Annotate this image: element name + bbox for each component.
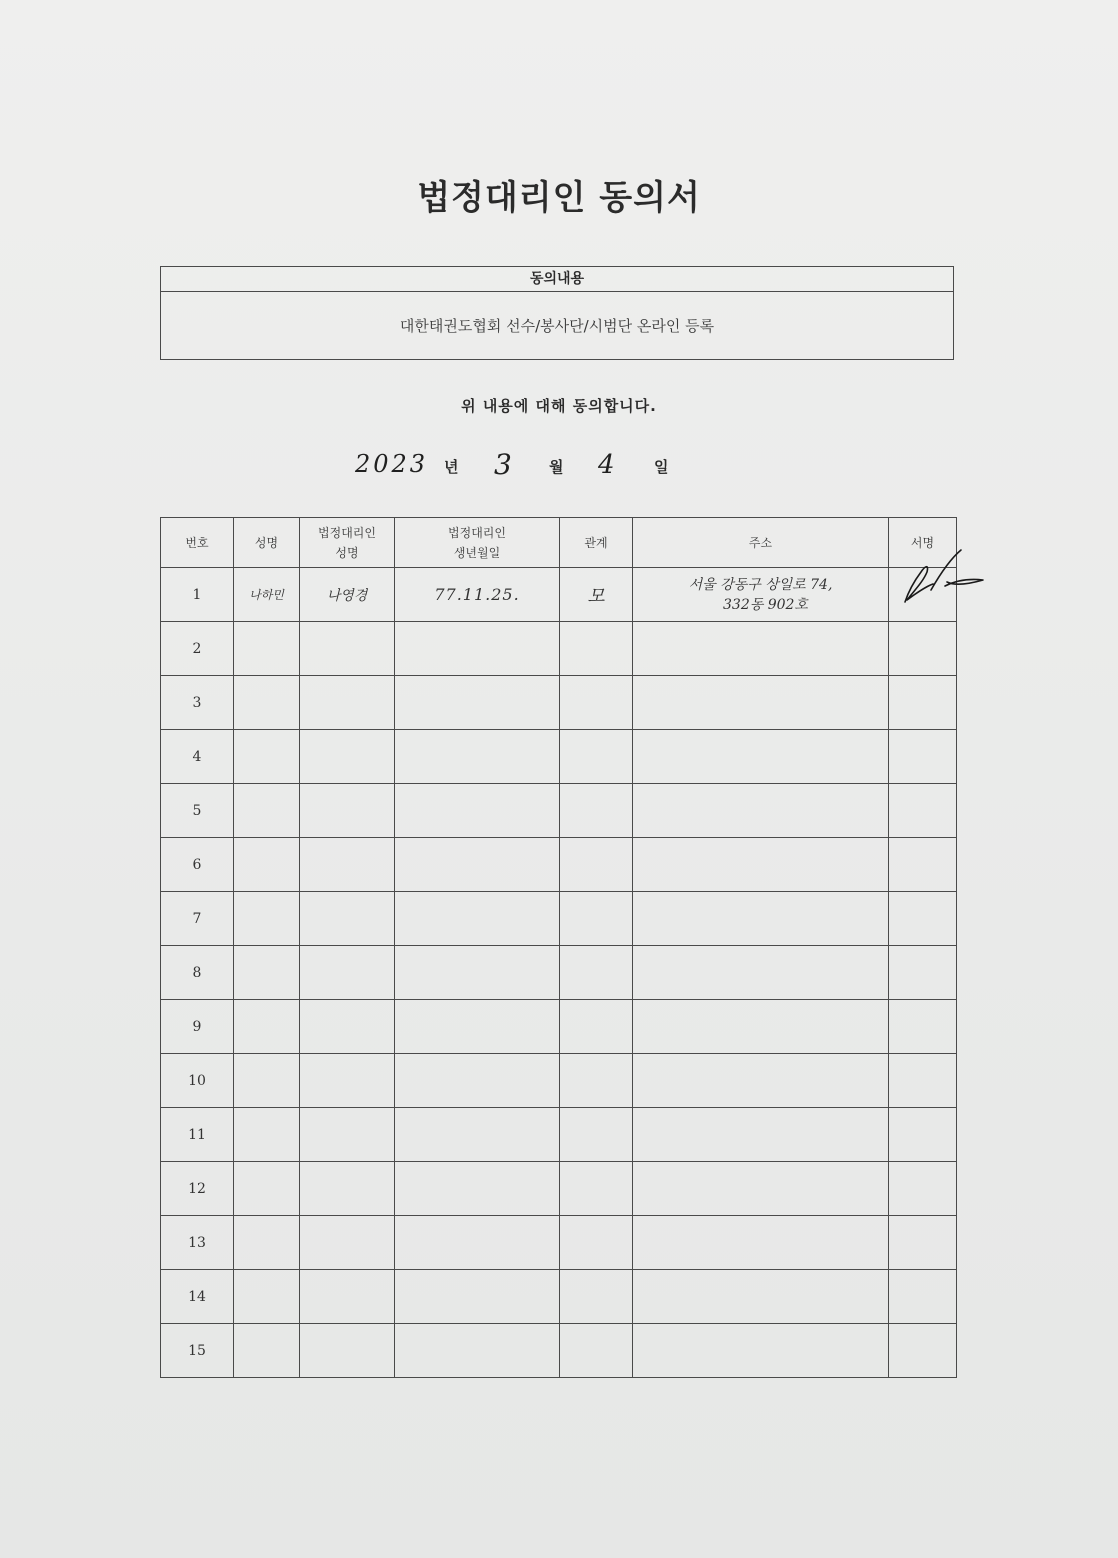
table-row (161, 568, 957, 622)
header-relation: 관계 (560, 518, 633, 568)
row-number: 3 (161, 676, 234, 730)
signature-wrap (889, 568, 956, 621)
table-row (161, 1270, 957, 1324)
table-header-row (161, 518, 957, 568)
consent-box (160, 266, 954, 360)
row-name: 나하민 (234, 568, 300, 622)
table-row (161, 1162, 957, 1216)
row-number: 11 (161, 1108, 234, 1162)
guardian-table (160, 517, 957, 1378)
table-row (161, 1054, 957, 1108)
row-number: 9 (161, 1000, 234, 1054)
row-number: 2 (161, 622, 234, 676)
table-row (161, 622, 957, 676)
date-year-handwritten: 2023 (355, 450, 429, 478)
row-number: 5 (161, 784, 234, 838)
table-row (161, 892, 957, 946)
row-number: 12 (161, 1162, 234, 1216)
row-number: 10 (161, 1054, 234, 1108)
row-number: 4 (161, 730, 234, 784)
table-row (161, 1000, 957, 1054)
row-guardian-name: 나영경 (300, 568, 395, 622)
row-number: 14 (161, 1270, 234, 1324)
row-number: 15 (161, 1324, 234, 1378)
row-address-line1: 서울 강동구 상일로 74, (688, 576, 833, 593)
table-row (161, 730, 957, 784)
header-address: 주소 (633, 518, 889, 568)
header-guardian-name-line1: 법정대리인 (318, 525, 376, 540)
row-guardian-birth: 77.11.25. (395, 568, 560, 622)
header-number: 번호 (161, 518, 234, 568)
header-guardian-name (300, 518, 395, 568)
header-guardian-birth-line1: 법정대리인 (448, 525, 506, 540)
row-address (633, 568, 889, 622)
table-row (161, 1216, 957, 1270)
header-name: 성명 (234, 518, 300, 568)
table-row (161, 946, 957, 1000)
table-row (161, 784, 957, 838)
date-month-label: 월 (549, 458, 564, 476)
table-row (161, 838, 957, 892)
row-number: 13 (161, 1216, 234, 1270)
row-number: 7 (161, 892, 234, 946)
table-row (161, 676, 957, 730)
header-guardian-name-line2: 성명 (335, 545, 359, 560)
row-signature (889, 568, 957, 622)
row-relation: 모 (560, 568, 633, 622)
table-row (161, 1108, 957, 1162)
date-day-label: 일 (654, 458, 669, 476)
row-number: 8 (161, 946, 234, 1000)
document-title: 법정대리인 동의서 (417, 178, 701, 218)
header-signature: 서명 (889, 518, 957, 568)
date-line (0, 448, 1118, 484)
date-month-handwritten: 3 (494, 448, 512, 481)
handwritten-signature (893, 542, 993, 612)
agreement-statement: 위 내용에 대해 동의합니다. (461, 397, 657, 415)
row-number: 6 (161, 838, 234, 892)
table-row (161, 1324, 957, 1378)
header-guardian-birth (395, 518, 560, 568)
row-address-line2: 332동 902호 (723, 596, 808, 613)
date-day-handwritten: 4 (598, 450, 615, 480)
row-number: 1 (161, 568, 234, 622)
header-guardian-birth-line2: 생년월일 (453, 545, 501, 560)
date-year-label: 년 (444, 458, 459, 476)
consent-heading: 동의내용 (161, 267, 953, 292)
consent-content: 대한태권도협회 선수/봉사단/시범단 온라인 등록 (399, 317, 715, 335)
